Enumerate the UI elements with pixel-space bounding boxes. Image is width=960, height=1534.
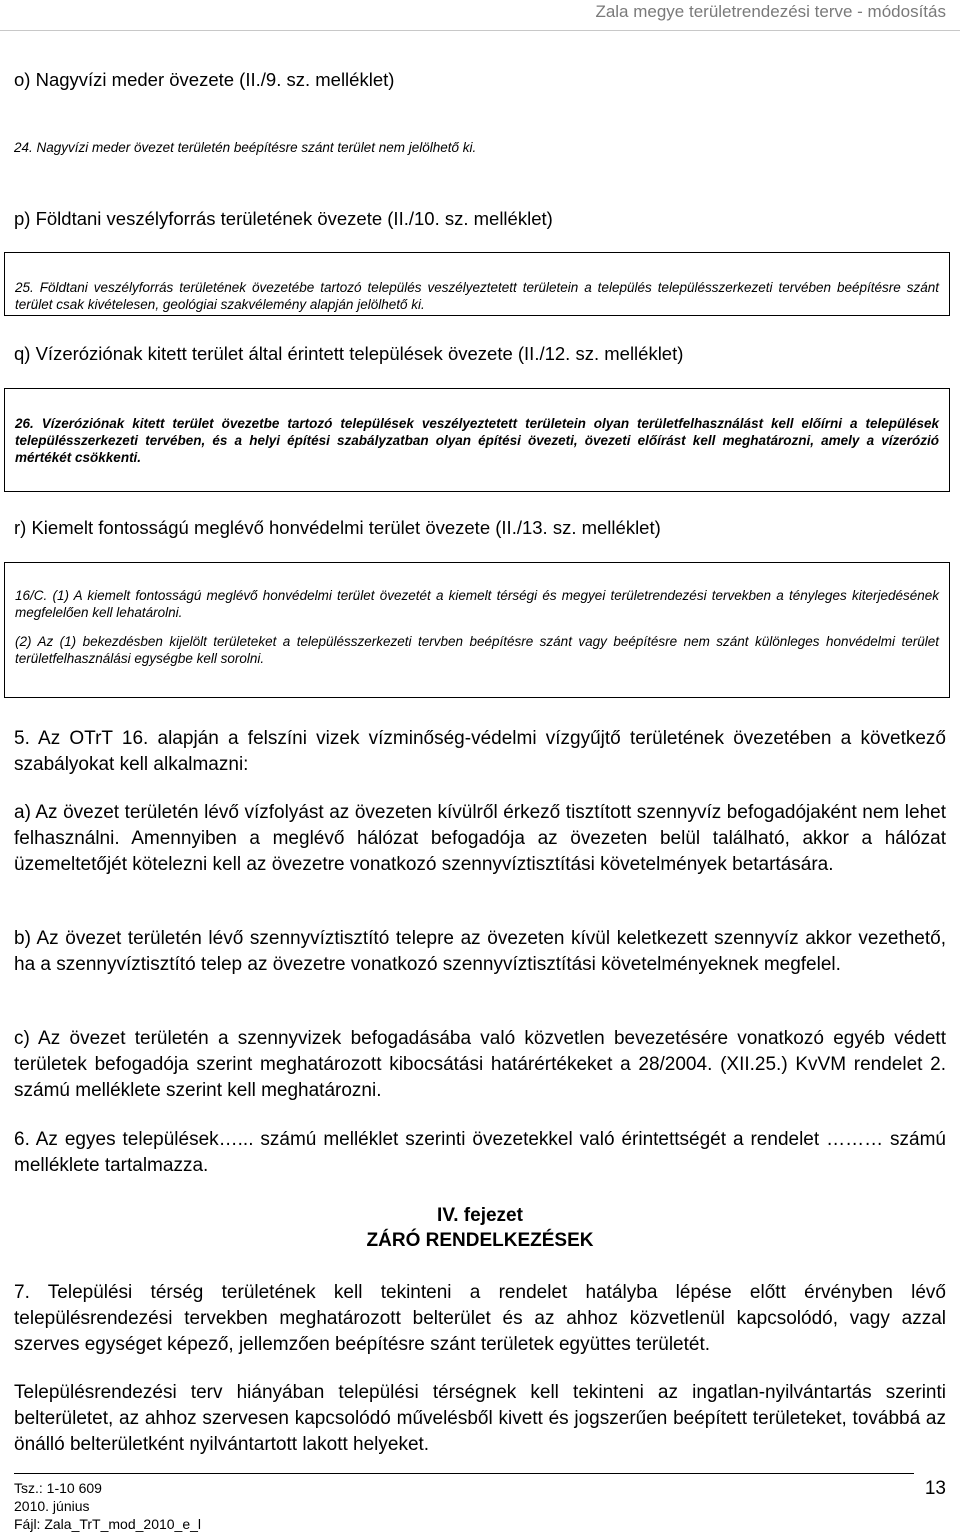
paragraph-26: 26. Vízeróziónak kitett terület övezetbe tartozó települések veszélyeztetett területein olyan területfelhasználást kell előírni a települések településszerkezeti tervében, és a helyi építési szabályzatban olyan építési övezeti, övezeti előírást kell meghatározni, amely a vízerózió mértékét csökkenti.: [15, 416, 939, 465]
paragraph-c: c) Az övezet területén a szennyvizek befogadásába való közvetlen bevezetésére vonatkozó egyéb védett területek befogadója szerint meghatározott kibocsátási határértékeket a 28/2004. (XII.25.) KvVM rendelet 2. számú melléklete szerint kell meghatározni.: [14, 1028, 946, 1101]
paragraph-24: 24. Nagyvízi meder övezet területén beépítésre szánt terület nem jelölhető ki.: [14, 140, 477, 155]
paragraph-16c-1: 16/C. (1) A kiemelt fontosságú meglévő honvédelmi terület övezetét a kiemelt térségi és megyei területrendezési tervekben a tényleges kiterjedésének megfelelően kell lehatárolni.: [15, 588, 939, 620]
page-header: [0, 0, 960, 31]
section-r-box: [4, 562, 950, 698]
section-p-heading: p) Földtani veszélyforrás területének övezete (II./10. sz. melléklet): [14, 208, 553, 229]
paragraph-7: 7. Települési térség területének kell tekinteni a rendelet hatályba lépése előtt érvényben lévő településrendezési tervekben meghatározott belterület és az ahhoz közvetlenül kapcsolódó, vagy azzal szerves egységet képező, jellemzően beépítésre szánt területek együttes területét.: [14, 1282, 946, 1355]
section-p-box: [4, 252, 950, 316]
section-q-heading: q) Vízeróziónak kitett terület által érintett települések övezete (II./12. sz. melléklet): [14, 343, 684, 364]
chapter-number: IV. fejezet: [437, 1205, 523, 1226]
section-q-box: [4, 388, 950, 492]
paragraph-16c-2: (2) Az (1) bekezdésben kijelölt területeket a településszerkezeti tervben beépítésre szánt vagy beépítésre nem szánt különleges honvédelmi terület területfelhasználási egységbe kell sorolni.: [15, 634, 939, 666]
paragraph-b: b) Az övezet területén lévő szennyvíztisztító telepre az övezeten kívül keletkezett szennyvíz akkor vezethető, ha a szennyvíztisztító telep az övezetre vonatkozó szennyvíztisztítási követelményeknek megfelel.: [14, 928, 946, 975]
section-r-heading: r) Kiemelt fontosságú meglévő honvédelmi terület övezete (II./13. sz. melléklet): [14, 517, 661, 538]
paragraph-25: 25. Földtani veszélyforrás területének övezetébe tartozó település veszélyeztetett területein a település településszerkezeti tervében beépítésre szánt terület csak kivételesen, geológiai szakvélemény alapján jelölhető ki.: [15, 280, 939, 312]
footer-tsz: Tsz.: 1-10 609: [14, 1480, 102, 1496]
chapter-title: ZÁRÓ RENDELKEZÉSEK: [366, 1230, 594, 1251]
paragraph-5: 5. Az OTrT 16. alapján a felszíni vizek vízminőség-védelmi vízgyűjtő területének övezetében a következő szabályokat kell alkalmazni:: [14, 728, 946, 775]
paragraph-a: a) Az övezet területén lévő vízfolyást az övezeten kívülről érkező tisztított szennyvíz befogadójaként nem lehet felhasználni. Amennyiben a meglévő hálózat befogadója az övezeten belül található, akkor a hálózat üzemeltetőjét kötelezni kell az övezetre vonatkozó szennyvíztisztítási követelmények betartására.: [14, 802, 946, 875]
footer-file: Fájl: Zala_TrT_mod_2010_e_l: [14, 1516, 202, 1532]
paragraph-6: 6. Az egyes települések…... számú melléklet szerinti övezetekkel való érintettségét a rendelet ……… számú melléklete tartalmazza.: [14, 1129, 946, 1176]
footer-date: 2010. június: [14, 1498, 90, 1514]
document-title: Zala megye területrendezési terve - módosítás: [595, 2, 946, 21]
footer-divider: [14, 1473, 914, 1474]
paragraph-telepulesrendezesi: Településrendezési terv hiányában települési térségnek kell tekinteni az ingatlan-nyilvántartás szerinti belterületet, az ahhoz szervesen kapcsolódó művelésből kivett és jogszerűen beépített területeket, továbbá az önálló belterületként nyilvántartott lakott helyeket.: [14, 1382, 946, 1455]
section-o-heading: o) Nagyvízi meder övezete (II./9. sz. melléklet): [14, 69, 395, 90]
page-number: 13: [924, 1478, 946, 1499]
